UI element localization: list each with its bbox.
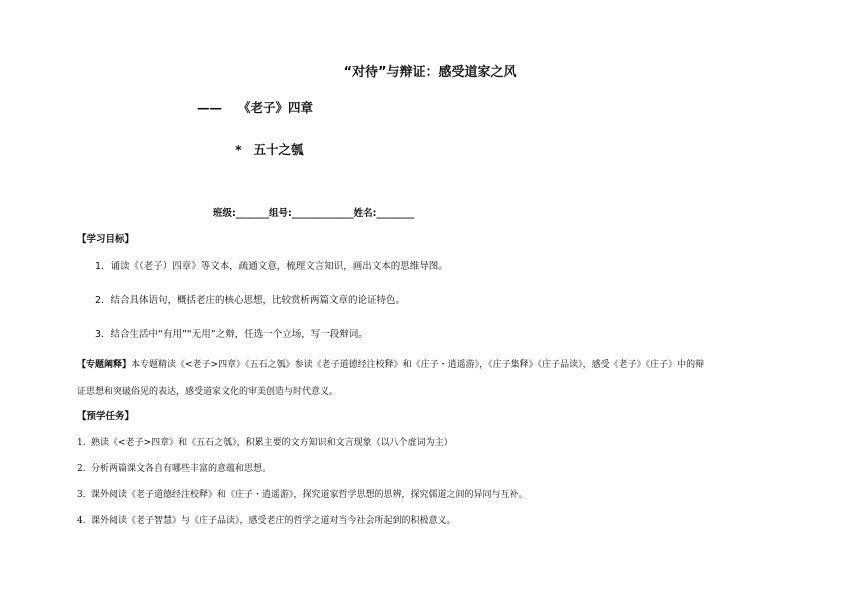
lesson-heading <box>235 140 304 158</box>
goal-item-3: 3．结合生活中“有用”“无用”之辩，任选一个立场，写一段辩词。 <box>95 329 368 340</box>
goal-item-2: 2．结合具体语句，概括老庄的核心思想，比较赏析两篇文章的论证特色。 <box>95 295 406 306</box>
preview-item-4 <box>77 513 456 526</box>
preview-item-3 <box>77 487 528 500</box>
subtitle-text: 《老子》四章 <box>238 100 314 115</box>
preview-item-text: 分析两篇课文各自有哪些丰富的意蕴和思想。 <box>91 464 272 474</box>
preview-item-number: 4. <box>77 516 86 526</box>
topic-line-1: 本专题精读《<老子>四章》《五石之瓠》参读《老子道德经注校释》和《庄子・逍遥游》，《庄子集释》《庄子品读》，感受《老子》《庄子》中的辩 <box>131 360 705 370</box>
topic-line-2: 证思想和突破俗见的表达，感受道家文化的审美创造与时代意义。 <box>77 387 339 397</box>
preview-item-text: 课外阅读《老子智慧》与《庄子品读》，感受老庄的哲学之道对当今社会所起到的积极意义。 <box>91 516 456 526</box>
preview-item-2 <box>77 461 271 474</box>
preview-item-number: 2. <box>77 464 86 474</box>
lesson-star: * <box>235 142 242 157</box>
lesson-title: 五十之瓠 <box>253 142 304 157</box>
subtitle <box>197 98 313 116</box>
preview-item-text: 熟读《<老子>四章》和《五石之瓠》，积累主要的文方知识和文言现象（以八个虚词为主） <box>91 438 453 448</box>
topic-paragraph-line-1 <box>77 357 704 370</box>
document-title: “对待”与辩证：感受道家之风 <box>343 65 517 80</box>
subtitle-dash: —— <box>197 100 222 115</box>
goals-heading: 【学习目标】 <box>77 234 135 245</box>
preview-item-number: 3. <box>77 490 86 500</box>
preview-heading: 【预学任务】 <box>77 411 135 422</box>
goal-item-1: 1．诵读《（老子）四章》等文本，疏通文意，梳理文言知识，画出文本的思维导图。 <box>95 261 448 272</box>
topic-heading: 【专题阐释】 <box>77 360 132 370</box>
preview-item-text: 课外阅读《老子道德经注校释》和《庄子・逍遥游》，探究道家哲学思想的思辨，探究儒道之间的异同与互补。 <box>91 490 528 500</box>
preview-item-number: 1. <box>77 438 86 448</box>
preview-item-1 <box>77 435 453 448</box>
student-info-line: 班级:_______组号:_____________姓名:________ <box>213 208 415 219</box>
